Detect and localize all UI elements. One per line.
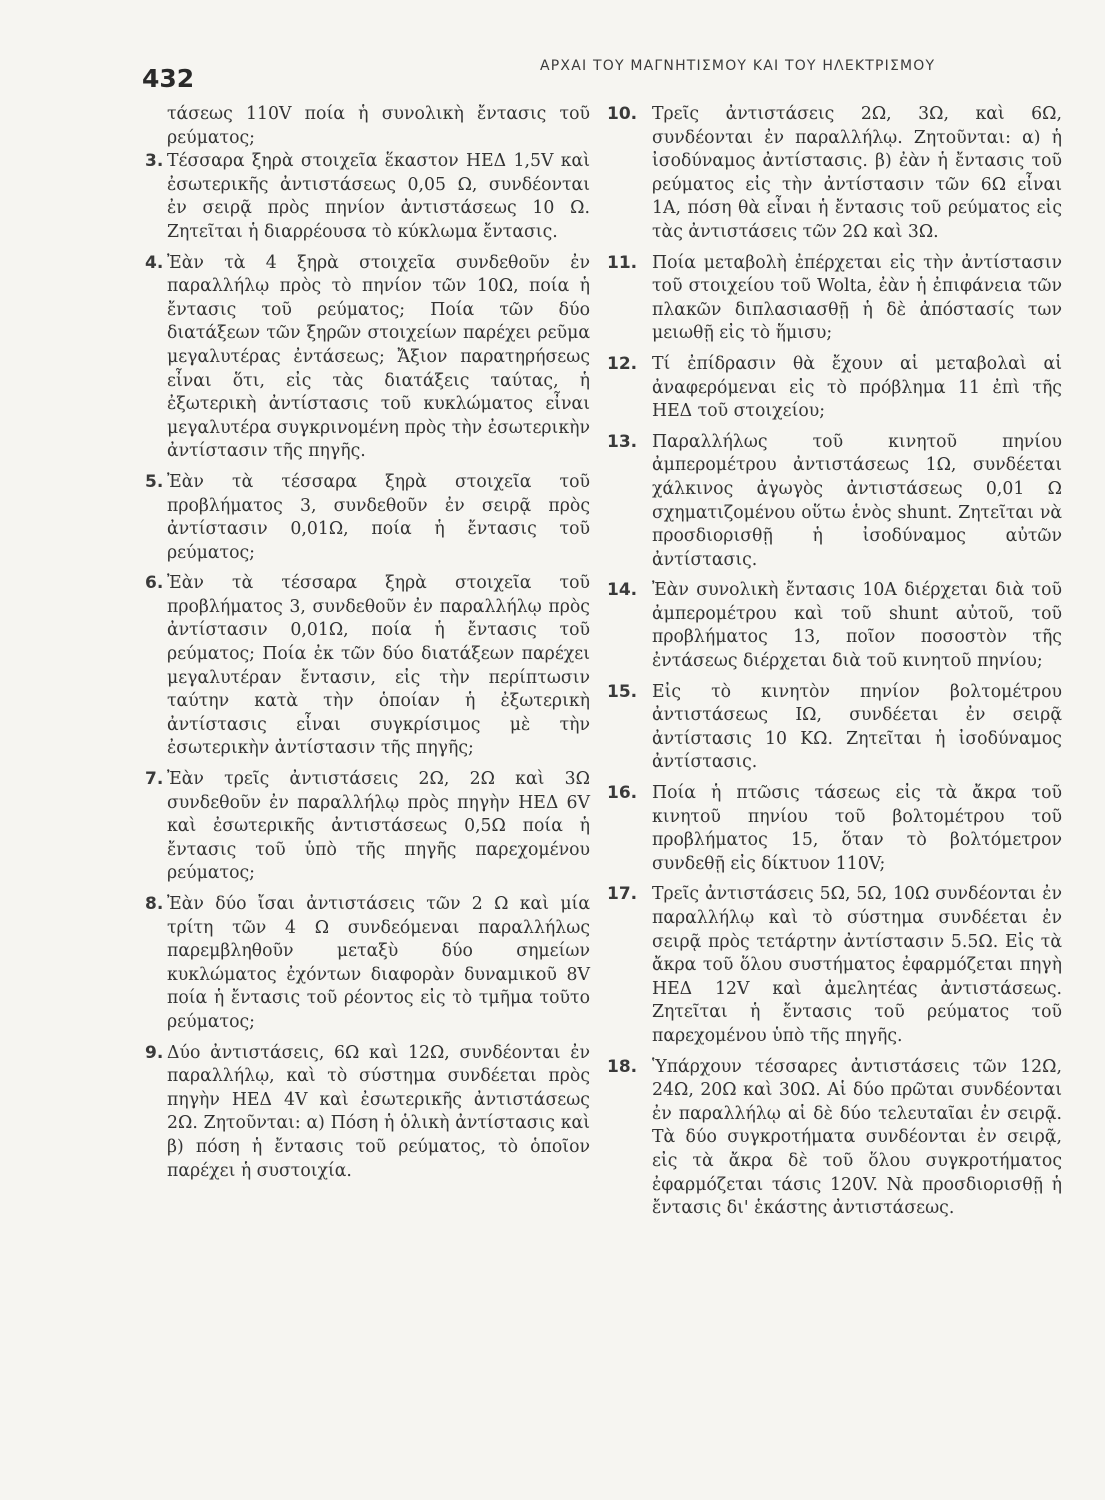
problem-number: 5. (145, 471, 164, 492)
problem-6 (145, 572, 590, 761)
continued-problem-text: τάσεως 110V ποία ἡ συνολικὴ ἔντασις τοῦ ρεύματος; (167, 104, 590, 148)
problem-text: Ἐὰν τὰ τέσσαρα ξηρὰ στοιχεῖα τοῦ προβλήματος 3, συνδεθοῦν ἐν παραλλήλῳ πρὸς ἀντίστασιν 0,01Ω, ποία ἡ ἔντασις τοῦ ρεύματος; Ποία ἐκ τῶν δύο διατάξεων παρέχει μεγαλυτέραν ἔντασιν, εἰς τὴν περίπτωσιν ταύτην κατὰ τὴν ὁποίαν ἡ ἐξωτερικὴ ἀντίστασις εἶναι συγκρίσιμος μὲ τὴν ἐσωτερικὴν ἀντίστασιν τῆς πηγῆς; (167, 573, 590, 759)
problem-number: 17. (607, 884, 638, 905)
problem-text: Ἐὰν τὰ τέσσαρα ξηρὰ στοιχεῖα τοῦ προβλήματος 3, συνδεθοῦν ἐν σειρᾷ πρὸς ἀντίστασιν 0,01Ω, ποία ἡ ἔντασις τοῦ ρεύματος; (167, 471, 590, 563)
problem-4 (145, 252, 590, 464)
problem-text: Τρεῖς ἀντιστάσεις 5Ω, 5Ω, 10Ω συνδέονται ἐν παραλλήλῳ καὶ τὸ σύστημα συνδέεται ἐν σειρᾷ πρὸς τετάρτην ἀντίστασιν 5.5Ω. Εἰς τὰ ἄκρα τοῦ ὅλου συστήματος ἐφαρμόζεται πηγὴ ΗΕΔ 12V καὶ ἀμελητέας ἀντιστάσεως. Ζητεῖται ἡ ἔντασις τοῦ ρεύματος τοῦ παρεχομένου ὑπὸ τῆς πηγῆς. (652, 884, 1062, 1046)
problem-number: 12. (607, 353, 638, 374)
problem-8 (145, 893, 590, 1035)
problem-text: Τί ἐπίδρασιν θὰ ἔχουν αἱ μεταβολαὶ αἱ ἀναφερόμεναι εἰς τὸ πρόβλημα 11 ἐπὶ τῆς ΗΕΔ τοῦ στοιχείου; (652, 353, 1062, 422)
problem-5 (145, 471, 590, 565)
problem-number: 15. (607, 681, 638, 702)
problem-number: 11. (607, 252, 638, 273)
problem-7 (145, 768, 590, 886)
problem-number: 10. (607, 104, 638, 124)
problem-12 (607, 353, 1062, 424)
problem-9 (145, 1042, 590, 1184)
problem-text: Ποία μεταβολὴ ἐπέρχεται εἰς τὴν ἀντίστασιν τοῦ στοιχείου τοῦ Wolta, ἐὰν ἡ ἐπιφάνεια τῶν πλακῶν διπλασιασθῇ ἡ δὲ ἀπόστασίς των μειωθῇ εἰς τὸ ἥμισυ; (652, 252, 1062, 344)
problem-text: Ἐὰν τρεῖς ἀντιστάσεις 2Ω, 2Ω καὶ 3Ω συνδεθοῦν ἐν παραλλήλῳ πρὸς πηγὴν ΗΕΔ 6V καὶ ἐσωτερικῆς ἀντιστάσεως 0,5Ω ποία ἡ ἔντασις τοῦ ὑπὸ τῆς πηγῆς παρεχομένου ρεύματος; (167, 769, 590, 884)
problem-text: Ἐὰν τὰ 4 ξηρὰ στοιχεῖα συνδεθοῦν ἐν παραλλήλῳ πρὸς τὸ πηνίον τῶν 10Ω, ποία ἡ ἔντασις τοῦ ρεύματος; Ποία τῶν δύο διατάξεων τῶν ξηρῶν στοιχείων παρέχει ρεῦμα μεγαλυτέρας ἐντάσεως; Ἄξιον παρατηρήσεως εἶναι ὅτι, εἰς τὰς διατάξεις ταύτας, ἡ ἐξωτερικὴ ἀντίστασις τοῦ κυκλώματος εἶναι μεγαλυτέρα συγκρινομένη πρὸς τὴν ἐσωτερικὴν ἀντίστασιν τῆς πηγῆς. (167, 252, 590, 462)
problem-16 (607, 782, 1062, 876)
problem-15 (607, 681, 1062, 775)
right-column (607, 103, 1062, 1221)
problem-text: Τέσσαρα ξηρὰ στοιχεῖα ἕκαστον ΗΕΔ 1,5V καὶ ἐσωτερικῆς ἀντιστάσεως 0,05 Ω, συνδέονται ἐν σειρᾷ πρὸς πηνίον ἀντιστάσεως 10 Ω. Ζητεῖται ἡ διαρρέουσα τὸ κύκλωμα ἔντασις. (167, 151, 590, 242)
problem-text: Τρεῖς ἀντιστάσεις 2Ω, 3Ω, καὶ 6Ω, συνδέονται ἐν παραλλήλῳ. Ζητοῦνται: α) ἡ ἰσοδύναμος ἀντίστασις. β) ἐὰν ἡ ἔντασις τοῦ ρεύματος εἰς τὴν ἀντίστασιν τῶν 6Ω εἶναι 1Α, πόση θὰ εἶναι ἡ ἔντασις τοῦ ρεύματος εἰς τὰς ἀντιστάσεις τῶν 2Ω καὶ 3Ω. (652, 104, 1062, 242)
problem-text: Εἰς τὸ κινητὸν πηνίον βολτομέτρου ἀντιστάσεως ΙΩ, συνδέεται ἐν σειρᾷ ἀντίστασις 10 ΚΩ. Ζητεῖται ἡ ἰσοδύναμος ἀντίστασις. (652, 681, 1062, 773)
problem-number: 18. (607, 1056, 638, 1077)
problem-14 (607, 579, 1062, 673)
left-column (145, 103, 590, 1183)
problem-number: 6. (145, 573, 164, 594)
running-title: ΑΡΧΑΙ ΤΟΥ ΜΑΓΝΗΤΙΣΜΟΥ ΚΑΙ ΤΟΥ ΗΛΕΚΤΡΙΣΜΟΥ (540, 58, 936, 74)
problem-text: Δύο ἀντιστάσεις, 6Ω καὶ 12Ω, συνδέονται ἐν παραλλήλῳ, καὶ τὸ σύστημα συνδέεται πρὸς πηγὴν ΗΕΔ 4V καὶ ἐσωτερικῆς ἀντιστάσεως 2Ω. Ζητοῦνται: α) Πόση ἡ ὁλικὴ ἀντίστασις καὶ β) πόση ἡ ἔντασις τοῦ ρεύματος, τὸ ὁποῖον παρέχει ἡ συστοιχία. (167, 1042, 590, 1181)
problem-number: 14. (607, 580, 638, 601)
problem-3 (145, 150, 590, 244)
problem-text: Ποία ἡ πτῶσις τάσεως εἰς τὰ ἄκρα τοῦ κινητοῦ πηνίου τοῦ βολτομέτρου τοῦ προβλήματος 15, ὅταν τὸ βολτόμετρον συνδεθῇ εἰς δίκτυον 110V; (652, 783, 1062, 874)
problem-number: 16. (607, 783, 638, 804)
problem-text: Ἐὰν συνολικὴ ἔντασις 10Α διέρχεται διὰ τοῦ ἀμπερομέτρου καὶ τοῦ shunt αὐτοῦ, τοῦ προβλήματος 13, ποῖον ποσοστὸν τῆς ἐντάσεως διέρχεται διὰ τοῦ κινητοῦ πηνίου; (652, 580, 1062, 672)
problem-17 (607, 883, 1062, 1048)
problem-number: 3. (145, 151, 164, 172)
problem-number: 4. (145, 252, 164, 273)
problem-text: Ἐὰν δύο ἴσαι ἀντιστάσεις τῶν 2 Ω καὶ μία τρίτη τῶν 4 Ω συνδεόμεναι παραλλήλως παρεμβληθοῦν μεταξὺ δύο σημείων κυκλώματος ἐχόντων διαφορὰν δυναμικοῦ 8V ποία ἡ ἔντασις τοῦ ρέοντος εἰς τὸ τμῆμα τοῦτο ρεύματος; (167, 894, 590, 1032)
problem-number: 9. (145, 1042, 164, 1063)
page-number: 432 (142, 64, 195, 93)
problem-10 (607, 103, 1062, 245)
problem-text: Παραλλήλως τοῦ κινητοῦ πηνίου ἀμπερομέτρου ἀντιστάσεως 1Ω, συνδέεται χάλκινος ἀγωγὸς ἀντιστάσεως 0,01 Ω σχηματιζομένου οὕτω ἑνὸς shunt. Ζητεῖται νὰ προσδιορισθῇ ἡ ἰσοδύναμος αὐτῶν ἀντίστασις. (652, 431, 1062, 570)
problem-number: 8. (145, 894, 164, 914)
problem-18 (607, 1056, 1062, 1221)
problem-13 (607, 431, 1062, 573)
problem-number: 13. (607, 431, 638, 452)
problem-text: Ὑπάρχουν τέσσαρες ἀντιστάσεις τῶν 12Ω, 24Ω, 20Ω καὶ 30Ω. Αἱ δύο πρῶται συνδέονται ἐν παραλλήλῳ αἱ δὲ δύο τελευταῖαι ἐν σειρᾷ. Τὰ δύο συγκροτήματα συνδέονται ἐν σειρᾷ, εἰς τὰ ἄκρα δὲ τοῦ ὅλου συγκροτήματος ἐφαρμόζεται τάσις 120V. Νὰ προσδιορισθῇ ἡ ἔντασις δι' ἑκάστης ἀντιστάσεως. (652, 1056, 1062, 1219)
problem-11 (607, 252, 1062, 346)
problem-number: 7. (145, 769, 164, 790)
